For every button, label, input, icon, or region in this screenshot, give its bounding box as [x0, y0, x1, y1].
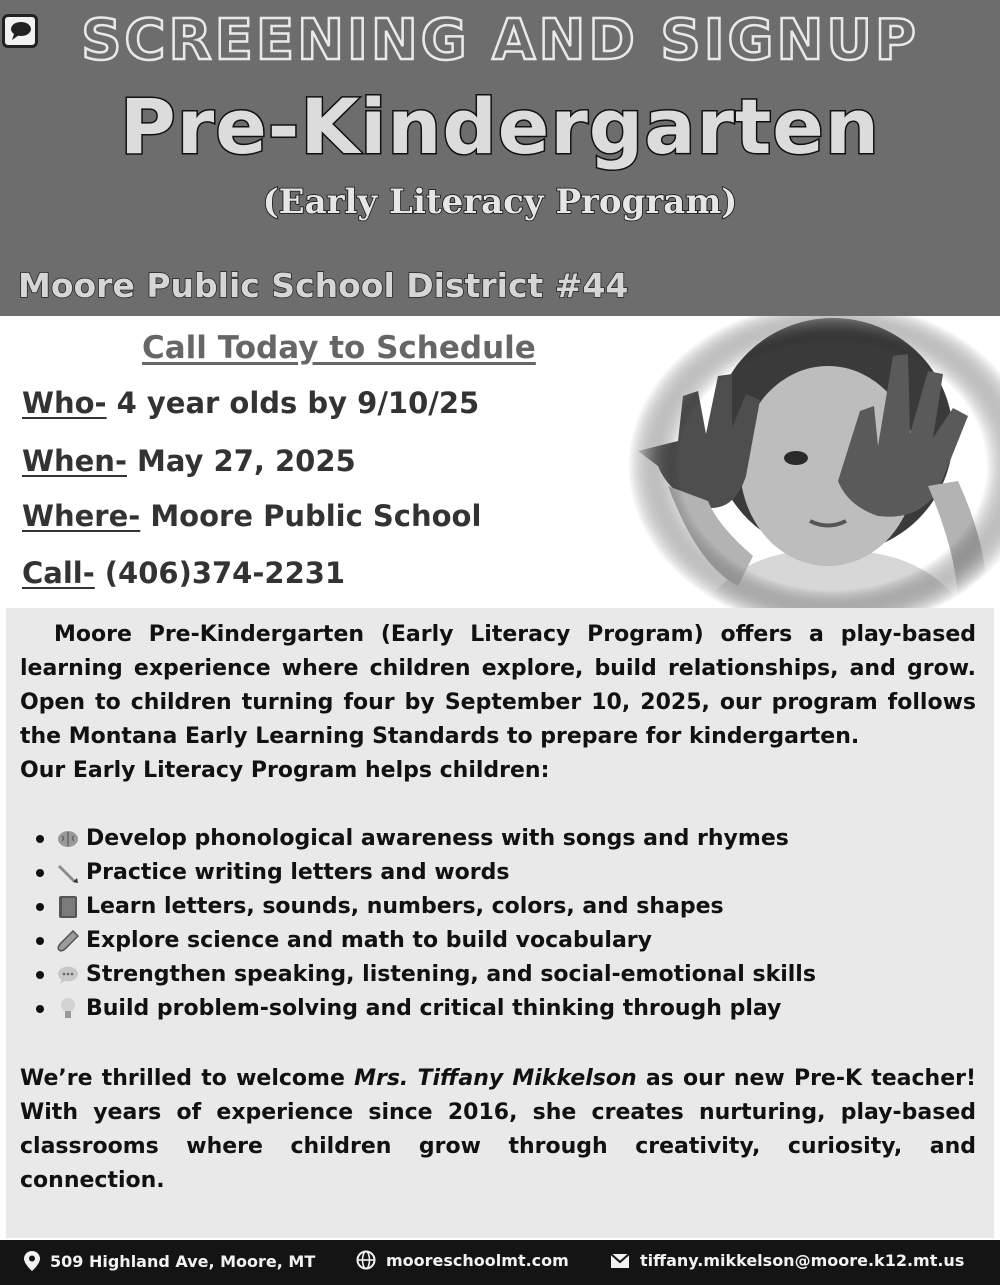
test-tube-icon: [56, 929, 80, 953]
page-subtitle: (Early Literacy Program): [262, 182, 738, 222]
welcome-text-end: as our new Pre-K teacher! With years of experience since 2016, she creates nurturing, play-based classrooms where children grow through creativity, curiosity, and connection.: [20, 1066, 977, 1193]
list-item-text: Explore science and math to build vocabulary: [86, 928, 652, 953]
website-link[interactable]: mooreschoolmt.com: [386, 1250, 569, 1270]
call-value: (406)374-2231: [104, 556, 346, 590]
email-link[interactable]: tiffany.mikkelson@moore.k12.mt.us: [640, 1251, 965, 1270]
header-banner: [0, 0, 1000, 316]
call-label: Call-: [22, 556, 95, 590]
globe-icon: [356, 1250, 376, 1270]
teacher-welcome-paragraph: [20, 1062, 976, 1198]
map-pin-icon: [24, 1251, 40, 1271]
who-value: 4 year olds by 9/10/25: [116, 386, 480, 420]
welcome-text-start: We’re thrilled to welcome: [20, 1066, 355, 1091]
list-item-text: Build problem-solving and critical thinking through play: [86, 996, 782, 1021]
footer-email[interactable]: [610, 1251, 964, 1270]
program-description: [6, 608, 994, 1238]
where-value: Moore Public School: [150, 499, 482, 533]
who-row: [22, 386, 479, 420]
helps-heading: Our Early Literacy Program helps children:: [20, 758, 550, 783]
list-item: [36, 822, 816, 856]
contact-footer: [0, 1240, 1000, 1285]
when-label: When-: [22, 444, 127, 478]
book-icon: [56, 895, 80, 919]
call-today-heading: Call Today to Schedule: [142, 330, 536, 366]
teacher-name: Mrs. Tiffany Mikkelson: [354, 1066, 637, 1091]
list-item: [36, 856, 816, 890]
bullet-dot: [36, 937, 44, 945]
header-kicker: SCREENING AND SIGNUP: [81, 8, 919, 73]
list-item-text: Practice writing letters and words: [86, 860, 510, 885]
benefits-list: [36, 822, 816, 1026]
speech-bubble-icon: [56, 963, 80, 987]
lightbulb-icon: [56, 997, 80, 1021]
list-item: [36, 992, 816, 1026]
page-title: Pre-Kindergarten: [120, 82, 880, 171]
call-row: [22, 556, 345, 590]
bullet-dot: [36, 903, 44, 911]
when-value: May 27, 2025: [136, 444, 356, 478]
who-label: Who-: [22, 386, 107, 420]
envelope-icon: [610, 1253, 630, 1269]
list-item: [36, 890, 816, 924]
list-item-text: Learn letters, sounds, numbers, colors, and shapes: [86, 894, 724, 919]
list-item-text: Develop phonological awareness with songs and rhymes: [86, 826, 789, 851]
pencil-icon: [56, 861, 80, 885]
bullet-dot: [36, 971, 44, 979]
bullet-dot: [36, 1005, 44, 1013]
when-row: [22, 444, 356, 478]
list-item: [36, 924, 816, 958]
where-label: Where-: [22, 499, 141, 533]
list-item: [36, 958, 816, 992]
bullet-dot: [36, 869, 44, 877]
brain-icon: [56, 827, 80, 851]
list-item-text: Strengthen speaking, listening, and social-emotional skills: [86, 962, 816, 987]
address-text: 509 Highland Ave, Moore, MT: [50, 1251, 316, 1271]
district-name: Moore Public School District #44: [18, 266, 629, 305]
child-painted-hands-photo: [628, 316, 1000, 616]
intro-paragraph: Moore Pre-Kindergarten (Early Literacy Program) offers a play-based learning experience where children explore, build relationships, and grow. Open to children turning four by September 10, 2025, our program follows the Montana Early Learning Standards to prepare for kindergarten.: [20, 622, 976, 749]
footer-address: [24, 1251, 315, 1271]
where-row: [22, 499, 481, 533]
bullet-dot: [36, 835, 44, 843]
footer-website[interactable]: [356, 1250, 569, 1270]
